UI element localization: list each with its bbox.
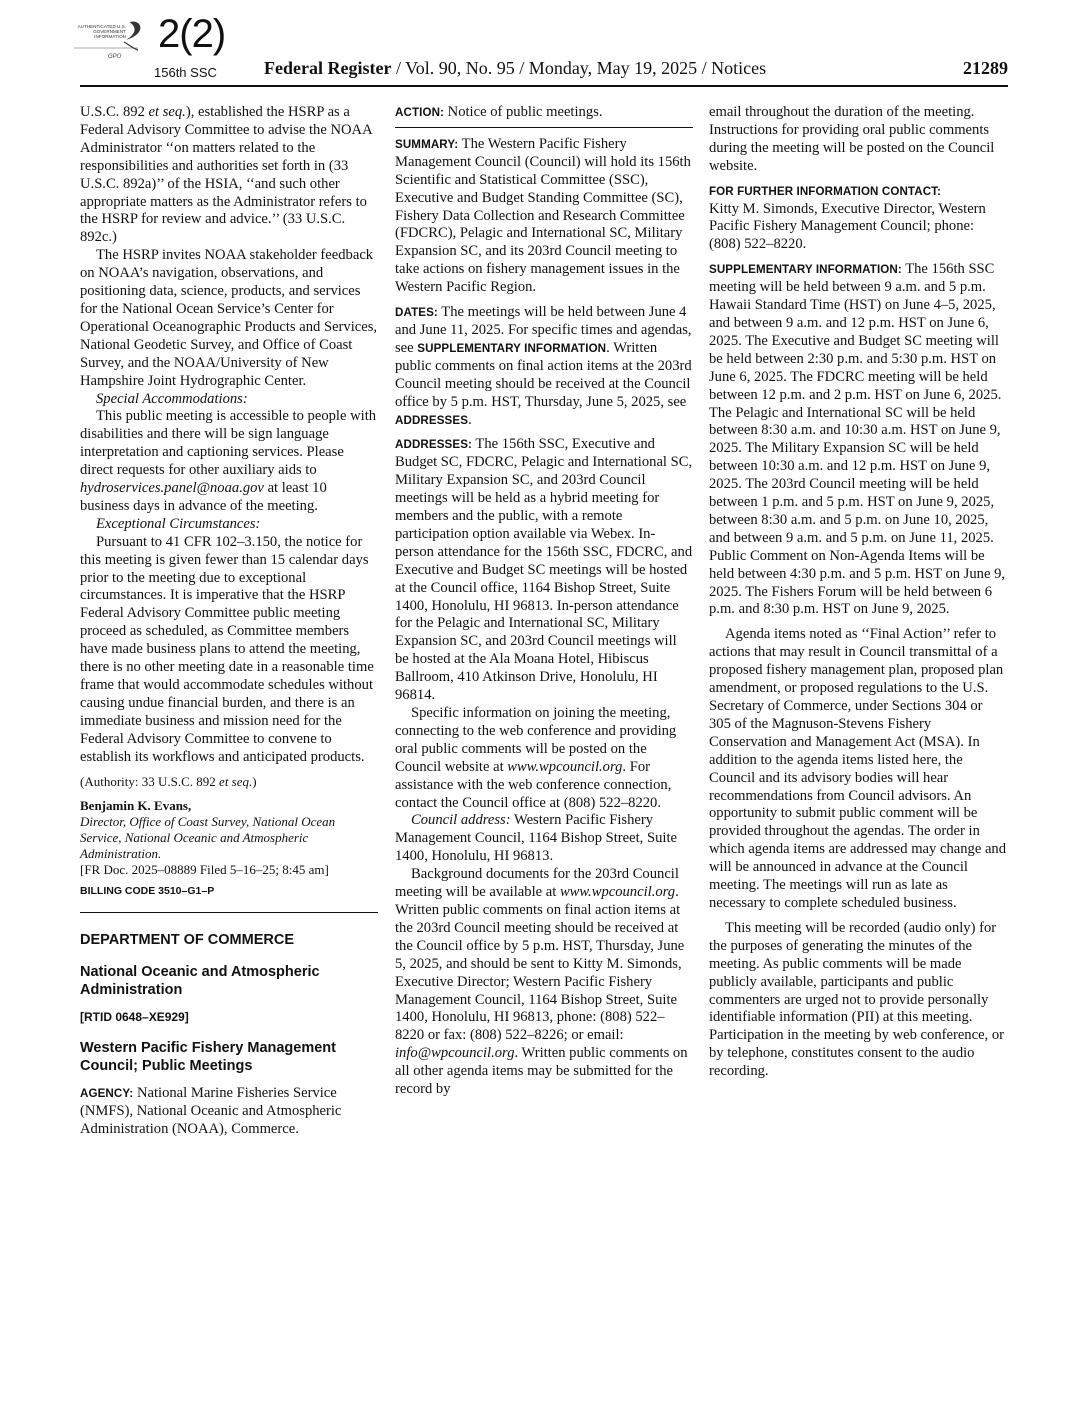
contact-label: FOR FURTHER INFORMATION CONTACT: — [709, 184, 942, 198]
agency-heading: National Oceanic and Atmospheric Administration — [80, 964, 320, 999]
paragraph-agenda-items: Agenda items noted as ‘‘Final Action’’ refer to actions that may result in Council transmittal of a proposed fishery management plan, proposed plan amendment, or proposed regulations to the U.S. Secretary of Commerce, under Sections 304 or 305 of the Magnuson-Stevens Fishery Conservation and Management Act (MSA). In addition to the agenda items listed here, the Council and its advisory bodies will hear recommendations from Council advisors. An opportunity to submit public comment will be provided throughout the agendas. The order in which agenda items are addressed may change and will be announced in advance at the Council meeting. The meetings will run as late as necessary to complete scheduled business. — [709, 626, 1007, 911]
action-divider — [395, 127, 693, 128]
paragraph-web-conference: Specific information on joining the meeting, connecting to the web conference and providing oral public comments will be posted on the Council website at www.wpcouncil.org. For assistance with the web conference connection, contact the Council office at (808) 522–8220. — [395, 705, 677, 811]
paragraph-continued: email throughout the duration of the meeting. Instructions for providing oral public comments during the meeting will be posted on the Council website. — [709, 104, 995, 174]
column-3 — [709, 104, 1008, 1081]
header-rule — [80, 85, 1008, 87]
header-citation — [264, 58, 766, 79]
journal-title: Federal Register — [264, 58, 392, 78]
paragraph-hsrp-established: U.S.C. 892 et seq.), established the HSRP as a Federal Advisory Committee to advise the NOAA Administrator ‘‘on matters related to the responsibilities and authorities set forth in (33 U.S.C. 892a)’’ of the HSIA, ‘‘and such other appropriate matters as the Administrator refers to the HSRP for review and advice.’’ (33 U.S.C. 892c.) — [80, 104, 372, 246]
contact-paragraph: Kitty M. Simonds, Executive Director, Western Pacific Fishery Management Council; phone: (808) 522–8220. — [709, 200, 986, 253]
paragraph-recording: This meeting will be recorded (audio only) for the purposes of generating the minutes of the meeting. As public comments will be made publicly available, participants and public commenters are urged not to provide personally identifiable information (PII) at this meeting. Participation in the meeting by web conference, or by telephone, constitutes consent to the audio recording. — [709, 919, 1005, 1080]
dates-paragraph: DATES: The meetings will be held between June 4 and June 11, 2025. For specific times and agendas, see SUPPLEMENTARY INFORMATION. Written public comments on final action items at the 203rd Council meeting should be received at the Council office by 5 p.m. HST, Thursday, June 5, 2025, see ADDRESSES. — [395, 304, 692, 428]
gpo-auth-text: AUTHENTICATED U.S. GOVERNMENT INFORMATION — [77, 24, 126, 40]
paragraph-stakeholder-feedback: The HSRP invites NOAA stakeholder feedback on NOAA’s navigation, observations, and positioning data, science, products, and services for the National Ocean Service’s Center for Operational Oceanographic Products and Services, National Geodetic Survey, and Office of Coast Survey, and the NOAA/University of New Hampshire Joint Hydrographic Center. — [80, 247, 378, 389]
paragraph-accessibility: This public meeting is accessible to people with disabilities and there will be sign language interpretation and captioning services. Please direct requests for other auxiliary aids to hydroservices.panel@noaa.gov at least 10 business days in advance of the meeting. — [80, 408, 377, 514]
supplementary-paragraph: SUPPLEMENTARY INFORMATION: The 156th SSC meeting will be held between 9 a.m. and 5 p.m. Hawaii Standard Time (HST) on June 4–5, 2025, and between 9 a.m. and 12 p.m. HST on June 6, 2025. The Executive and Budget SC meeting will be held between 2:30 p.m. and 5:30 p.m. HST on June 6, 2025. The FDCRC meeting will be held between 12 p.m. and 2 p.m. HST on June 6, 2025. The Pelagic and International SC will be held between 8:30 a.m. and 10:30 a.m. HST on June 9, 2025. The Military Expansion SC will be held between 10:30 a.m. and 12 p.m. HST on June 9, 2025. The 203rd Council meeting will be held between 1 p.m. and 5 p.m. HST on June 9, 2025, between 8:30 a.m. and 5 p.m. on June 10, 2025, and between 9 a.m. and 5 p.m. on June 11, 2025. Public Comment on Non-Agenda Items will be held between 4:30 p.m. and 5 p.m. HST on June 9, 2025. The Fishers Forum will be held between 6 p.m. and 8:30 p.m. HST on June 9, 2025. — [709, 261, 1006, 618]
website-link[interactable]: www.wpcouncil.org — [507, 758, 623, 775]
paragraph-background-documents: Background documents for the 203rd Council meeting will be available at www.wpcouncil.org. Written public comments on final action items at the 203rd Council meeting should be received at the Council office by 5 p.m. HST, Thursday, June 5, 2025, and should be sent to Kitty M. Simonds, Executive Director; Western Pacific Fishery Management Council, 1164 Bishop Street, Suite 1400, Honolulu, HI 96813, phone: (808) 522–8220 or fax: (808) 522–8226; or email: info@wpcouncil.org. Written public comments on all other agenda items may be submitted for the record by — [395, 866, 688, 1098]
billing-code: BILLING CODE 3510–G1–P — [80, 884, 215, 897]
issue-info: / Vol. 90, No. 95 / Monday, May 19, 2025 / Notices — [391, 58, 767, 78]
column-1 — [80, 104, 378, 1139]
stamp-number: 2(2) — [158, 12, 226, 56]
exceptional-circumstances-heading: Exceptional Circumstances: — [96, 515, 261, 532]
stamp-label: 156th SSC — [154, 65, 217, 80]
section-divider — [80, 912, 378, 913]
department-heading: DEPARTMENT OF COMMERCE — [80, 932, 295, 949]
gpo-mark: GPO — [108, 54, 122, 60]
column-2 — [395, 104, 693, 1099]
authority-line: (Authority: 33 U.S.C. 892 et seq.) — [80, 773, 257, 789]
notice-title: Western Pacific Fishery Management Council; Public Meetings — [80, 1040, 336, 1075]
authentication-stamp — [72, 12, 232, 80]
signer-title: Director, Office of Coast Survey, National Ocean Service, National Oceanic and Atmospheric Administration. — [80, 813, 336, 861]
page-number: 21289 — [963, 58, 1008, 78]
website-link-2[interactable]: www.wpcouncil.org — [559, 884, 676, 901]
addresses-paragraph: ADDRESSES: The 156th SSC, Executive and Budget SC, FDCRC, Pelagic and International SC, Military Expansion SC, and 203rd Council meetings will be held as a hybrid meeting for members and the public, with a remote participation option available via Webex. In-person attendance for the 156th SSC, FDCRC, and Executive and Budget SC meetings will be hosted at the Council office, 1164 Bishop Street, Suite 1400, Honolulu, HI 96813. In-person attendance for the Pelagic and International SC, Military Expansion SC, and 203rd Council meetings will be hosted at the Ala Moana Hotel, Hibiscus Ballroom, 410 Atkinson Drive, Honolulu, HI 96814. — [395, 436, 693, 704]
fr-doc-line: [FR Doc. 2025–08889 Filed 5–16–25; 8:45 am] — [80, 861, 329, 877]
paragraph-council-address: Council address: Western Pacific Fishery Management Council, 1164 Bishop Street, Suite 1400, Honolulu, HI 96813. — [395, 812, 677, 865]
signer-name: Benjamin K. Evans, — [80, 797, 192, 813]
email-link-2[interactable]: info@wpcouncil.org — [395, 1045, 515, 1062]
summary-paragraph: SUMMARY: The Western Pacific Fishery Management Council (Council) will hold its 156th Scientific and Statistical Committee (SSC), Executive and Budget Standing Committee (SC), Fishery Data Collection and Research Committee (FDCRC), Pelagic and International SC, Military Expansion SC, and its 203rd Council meeting to take actions on fishery management issues in the Western Pacific Region. — [395, 135, 691, 296]
agency-paragraph: AGENCY: National Marine Fisheries Service (NMFS), National Oceanic and Atmospheric Administration (NOAA), Commerce. — [80, 1085, 342, 1138]
paragraph-exceptional: Pursuant to 41 CFR 102–3.150, the notice for this meeting is given fewer than 15 calendar days prior to the meeting due to exceptional circumstances. It is imperative that the HSRP Federal Advisory Committee public meeting proceed as scheduled, as Committee members have made business plans to attend the meeting, there is no other meeting date in a reasonable time frame that would accommodate schedules without causing undue financial burden, and there is an immediate business and mission need for the Federal Advisory Committee to convene to establish its workflows and anticipated products. — [80, 533, 374, 765]
special-accommodations-heading: Special Accommodations: — [96, 390, 248, 407]
running-header — [264, 58, 1008, 82]
rtid-line: [RTID 0648–XE929] — [80, 1010, 189, 1025]
email-link[interactable]: hydroservices.panel@noaa.gov — [80, 480, 264, 497]
action-paragraph: ACTION: Notice of public meetings. — [395, 104, 603, 120]
